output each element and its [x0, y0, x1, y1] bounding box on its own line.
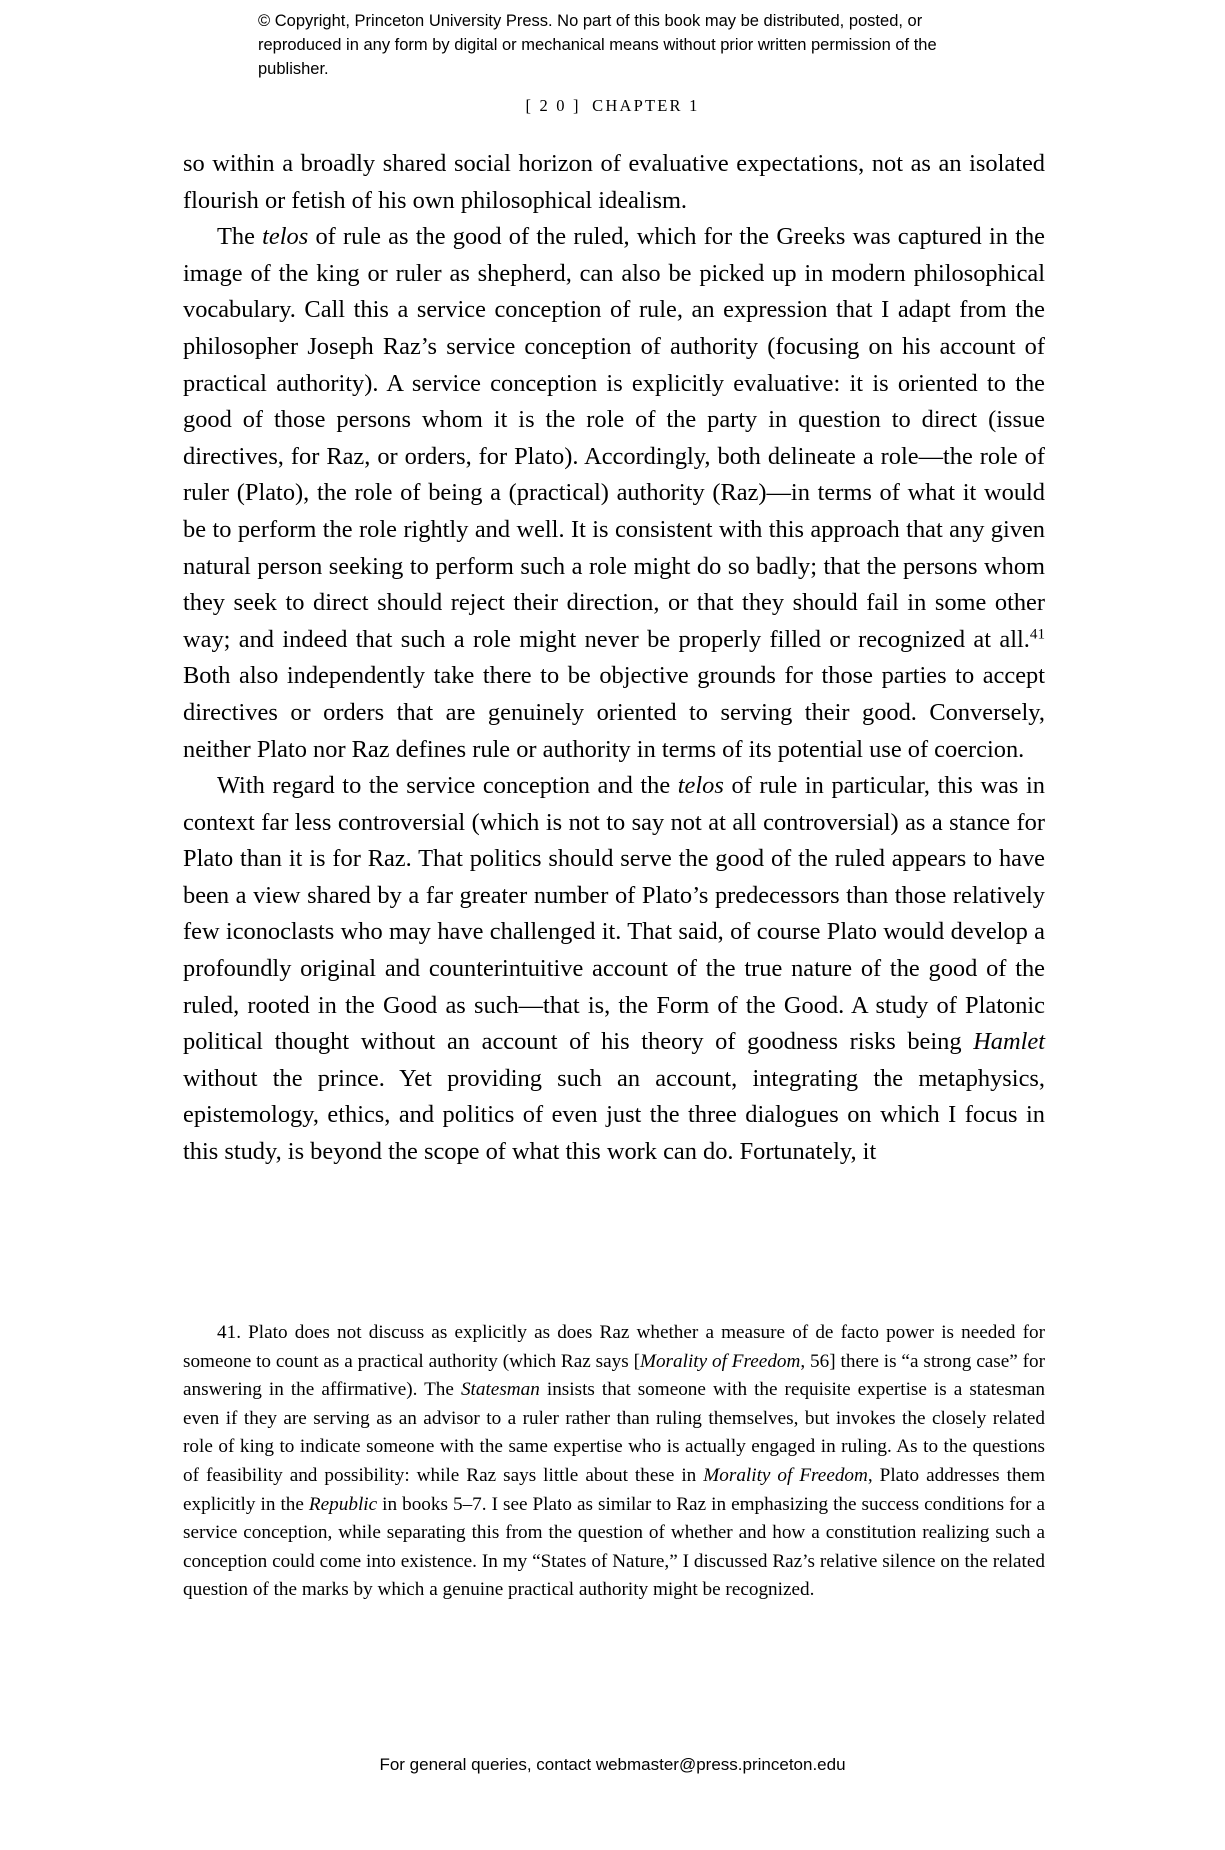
p3-seg-1: With regard to the service conception and the [217, 772, 678, 800]
fn-seg-1: Plato does not discuss as explicitly as does Raz whether a measure of de facto power is needed for someone to count as a practical authority (which Raz says [ [183, 1322, 1045, 1372]
page-folio: [ 2 0 ] [525, 96, 581, 115]
fn-seg-2: , 56] there is “a strong case” for answering in the affirmative). The [183, 1350, 1045, 1401]
fn-seg-5: in books 5–7. I see Plato as similar to Raz in emphasizing the success conditions for a service conception, while separating this from the question of whether and how a constitution realizing such a conception could come into existence. In my “States of Nature,” I discussed Raz’s relative silence on the related question of the marks by which a genuine practical authority might be recognized. [183, 1493, 1045, 1601]
p2-seg-3: Both also independently take there to be objective grounds for those parties to accept directives or orders that are genuinely oriented to serving their good. Conversely, neither Plato nor Raz defines rule or authority in terms of its potential use of coercion. [183, 662, 1045, 763]
paragraph-1 [183, 146, 1045, 219]
footer-notice: For general queries, contact webmaster@press.princeton.edu [379, 1755, 846, 1774]
p3-seg-3: without the prince. Yet providing such an account, integrating the metaphysics, epistemology, ethics, and politics of even just the three dialogues on which I focus in this study, is beyond the scope of what this work can do. Fortunately, it [183, 1064, 1045, 1166]
fn-seg-3: insists that someone with the requisite expertise is a statesman even if they are serving as an advisor to a ruler rather than ruling themselves, but invokes the closely related role of king to indicate someone with the same expertise who is actually engaged in ruling. As to the questions of feasibility and possibility: while Raz says little about these in [183, 1379, 1045, 1486]
fn-italic-morality-of-freedom-1: Morality of Freedom [639, 1350, 801, 1372]
p2-seg-2: of rule as the good of the ruled, which for the Greeks was captured in the image of the king or ruler as shepherd, can also be picked up in modern philosophical vocabulary. Call this a service conception of rule, an expression that I adapt from the philosopher Joseph Raz’s service conception of authority (focusing on his account of practical authority). A service conception is explicitly evaluative: it is oriented to the good of those persons whom it is the role of the party in question to direct (issue directives, for Raz, or orders, for Plato). Accordingly, both delineate a role—the role of ruler (Plato), the role of being a (practical) authority (Raz)—in terms of what it would be to perform the role rightly and well. It is consistent with this approach that any given natural person seeking to perform such a role might do so badly; that the persons whom they seek to direct should reject their direction, or that they should fail in some other way; and indeed that such a role might never be properly filled or recognized at all. [183, 223, 1045, 653]
p3-seg-2: of rule in particular, this was in context far less controversial (which is not to say not at all controversial) as a stance for Plato than it is for Raz. That politics should serve the good of the ruled appears to have been a view shared by a far greater number of Plato’s predecessors than those relatively few iconoclasts who may have challenged it. That said, of course Plato would develop a profoundly original and counterintuitive account of the true nature of the good of the ruled, rooted in the Good as such—that is, the Form of the Good. A study of Platonic political thought without an account of his theory of goodness risks being [183, 772, 1045, 1056]
fn-italic-morality-of-freedom-2: Morality of Freedom [703, 1464, 868, 1486]
p2-italic-telos: telos [262, 223, 309, 251]
p3-italic-telos: telos [677, 772, 724, 800]
paragraph-3 [183, 768, 1045, 1171]
paragraph-2 [183, 219, 1045, 768]
copyright-notice: © Copyright, Princeton University Press. No part of this book may be distributed, posted, or reproduced in any form by digital or mechanical means without prior written permission of the publisher. [258, 12, 937, 78]
p3-italic-hamlet: Hamlet [973, 1028, 1045, 1056]
fn-seg-4: , Plato addresses them explicitly in the [183, 1464, 1045, 1515]
fn-italic-statesman: Statesman [460, 1379, 540, 1401]
chapter-label: CHAPTER 1 [592, 96, 700, 115]
fn-italic-republic: Republic [308, 1493, 378, 1515]
footnote-41 [183, 1319, 1045, 1605]
running-head [0, 96, 1225, 116]
footnote-marker-41[interactable]: 41 [1029, 626, 1045, 643]
paragraph-1-text: so within a broadly shared social horizon of evaluative expectations, not as an isolated flourish or fetish of his own philosophical idealism. [183, 150, 1045, 214]
p2-seg-1: The [217, 223, 263, 251]
footnote-paragraph [183, 1319, 1045, 1605]
footnote-number: 41. [217, 1322, 241, 1343]
body-text [183, 146, 1045, 1171]
